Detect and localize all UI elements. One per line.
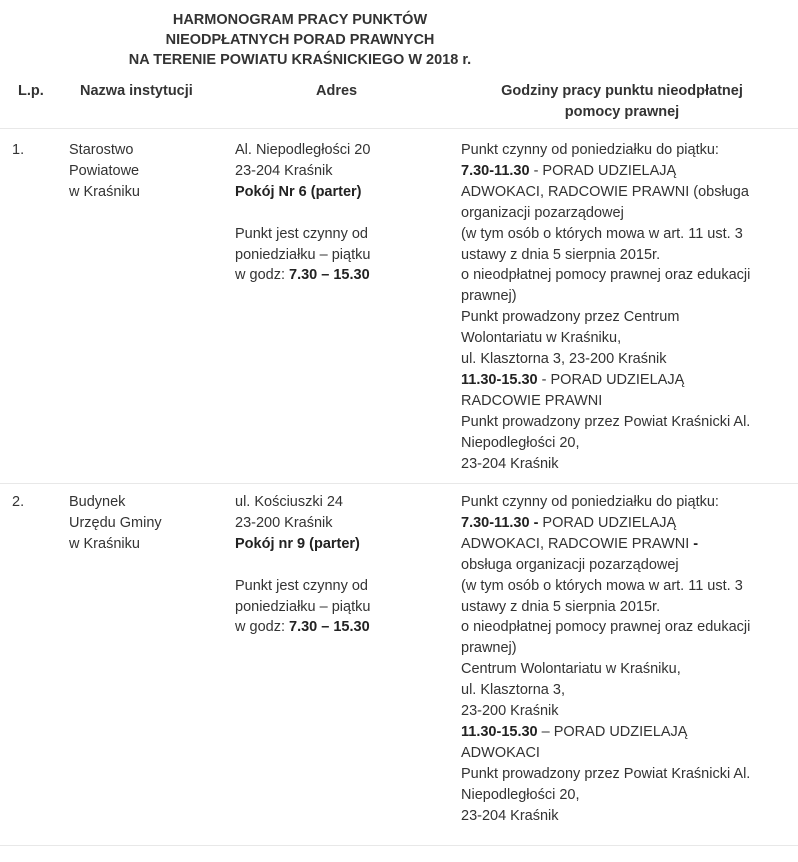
opening-hours-prefix: w godz: bbox=[235, 619, 289, 636]
hours-line: Punkt czynny od poniedziałku do piątku: bbox=[461, 494, 719, 510]
address-city: 23-200 Kraśnik bbox=[235, 514, 333, 531]
row-divider bbox=[0, 483, 798, 484]
hours-line: - PORAD UDZIELAJĄ bbox=[529, 162, 677, 179]
title-line-3: NA TERENIE POWIATU KRAŚNICKIEGO W 2018 r. bbox=[128, 52, 472, 68]
hours-line: Niepodległości 20, bbox=[461, 786, 580, 803]
hours-line: prawnej) bbox=[461, 640, 517, 657]
hours-line: Wolontariatu w Kraśniku, bbox=[461, 330, 622, 347]
hours-dash: - bbox=[689, 535, 699, 552]
row-number: 2. bbox=[12, 494, 25, 510]
address-cell bbox=[235, 492, 435, 638]
document-title bbox=[0, 10, 600, 70]
hours-line: o nieodpłatnej pomocy prawnej oraz edukacji bbox=[461, 267, 751, 284]
hours-line: RADCOWIE PRAWNI bbox=[461, 392, 603, 409]
row-divider bbox=[0, 845, 798, 846]
column-header-address: Adres bbox=[316, 83, 358, 99]
hours-line: ul. Klasztorna 3, 23-200 Kraśnik bbox=[461, 351, 667, 368]
hours-cell bbox=[461, 492, 796, 827]
title-line-2: NIEODPŁATNYCH PORAD PRAWNYCH bbox=[165, 32, 435, 48]
title-line-1: HARMONOGRAM PRACY PUNKTÓW bbox=[172, 12, 428, 28]
hours-line: Centrum Wolontariatu w Kraśniku, bbox=[461, 661, 681, 678]
hours-line: ADWOKACI, RADCOWIE PRAWNI (obsługa bbox=[461, 183, 749, 200]
opening-days: poniedziałku – piątku bbox=[235, 246, 371, 263]
header-divider bbox=[0, 128, 798, 129]
opening-days: poniedziałku – piątku bbox=[235, 598, 371, 615]
address-room: Pokój Nr 6 (parter) bbox=[235, 183, 362, 200]
hours-line: o nieodpłatnej pomocy prawnej oraz edukacji bbox=[461, 619, 751, 636]
hours-line: 23-200 Kraśnik bbox=[461, 703, 559, 720]
hours-line: organizacji pozarządowej bbox=[461, 204, 624, 221]
hours-line: ADWOKACI, RADCOWIE PRAWNI bbox=[461, 535, 690, 552]
opening-hours-prefix: w godz: bbox=[235, 267, 289, 284]
opening-text: Punkt jest czynny od bbox=[235, 577, 368, 594]
address-cell bbox=[235, 140, 435, 286]
hours-line: PORAD UDZIELAJĄ bbox=[538, 514, 677, 531]
hours-line: Punkt prowadzony przez Centrum bbox=[461, 309, 680, 326]
row-number: 1. bbox=[12, 142, 25, 158]
hours-line: (w tym osób o których mowa w art. 11 ust. 3 bbox=[461, 577, 743, 594]
institution-name-line: Budynek bbox=[69, 494, 126, 510]
institution-name-line: Starostwo bbox=[69, 142, 134, 158]
hours-line: 23-204 Kraśnik bbox=[461, 807, 559, 824]
hours-line: ustawy z dnia 5 sierpnia 2015r. bbox=[461, 246, 661, 263]
opening-hours: 7.30 – 15.30 bbox=[289, 267, 370, 284]
hours-line: Punkt prowadzony przez Powiat Kraśnicki Al. bbox=[461, 765, 751, 782]
address-street: Al. Niepodległości 20 bbox=[235, 142, 371, 158]
hours-line: ul. Klasztorna 3, bbox=[461, 682, 565, 699]
column-header-lp: L.p. bbox=[18, 83, 44, 99]
hours-line: Punkt prowadzony przez Powiat Kraśnicki Al. bbox=[461, 413, 751, 430]
opening-text: Punkt jest czynny od bbox=[235, 225, 368, 242]
institution-name-line: w Kraśniku bbox=[69, 183, 140, 200]
address-street: ul. Kościuszki 24 bbox=[235, 494, 343, 510]
address-room: Pokój nr 9 (parter) bbox=[235, 535, 360, 552]
hours-line: (w tym osób o których mowa w art. 11 ust. 3 bbox=[461, 225, 743, 242]
hours-line: prawnej) bbox=[461, 288, 517, 305]
hours-line: obsługa organizacji pozarządowej bbox=[461, 556, 679, 573]
hours-line: – PORAD UDZIELAJĄ bbox=[537, 723, 688, 740]
institution-name-line: w Kraśniku bbox=[69, 535, 140, 552]
hours-time-range: 7.30-11.30 bbox=[461, 162, 530, 179]
address-city: 23-204 Kraśnik bbox=[235, 162, 333, 179]
hours-time-range: 11.30-15.30 bbox=[461, 723, 538, 740]
hours-time-range: 11.30-15.30 bbox=[461, 371, 538, 388]
hours-line: ustawy z dnia 5 sierpnia 2015r. bbox=[461, 598, 661, 615]
hours-cell bbox=[461, 140, 796, 475]
column-header-name: Nazwa instytucji bbox=[80, 83, 193, 99]
hours-line: - PORAD UDZIELAJĄ bbox=[537, 371, 685, 388]
hours-line: Punkt czynny od poniedziałku do piątku: bbox=[461, 142, 719, 158]
opening-hours: 7.30 – 15.30 bbox=[289, 619, 370, 636]
hours-line: ADWOKACI bbox=[461, 744, 540, 761]
institution-name bbox=[69, 492, 219, 555]
column-header-hours-line-1: Godziny pracy punktu nieodpłatnej bbox=[501, 83, 743, 99]
column-header-hours bbox=[452, 81, 792, 123]
institution-name-line: Urzędu Gminy bbox=[69, 514, 162, 531]
hours-line: 23-204 Kraśnik bbox=[461, 455, 559, 472]
institution-name bbox=[69, 140, 219, 203]
institution-name-line: Powiatowe bbox=[69, 162, 140, 179]
column-header-hours-line-2: pomocy prawnej bbox=[564, 104, 680, 120]
hours-time-range: 7.30-11.30 - bbox=[461, 514, 539, 531]
hours-line: Niepodległości 20, bbox=[461, 434, 580, 451]
